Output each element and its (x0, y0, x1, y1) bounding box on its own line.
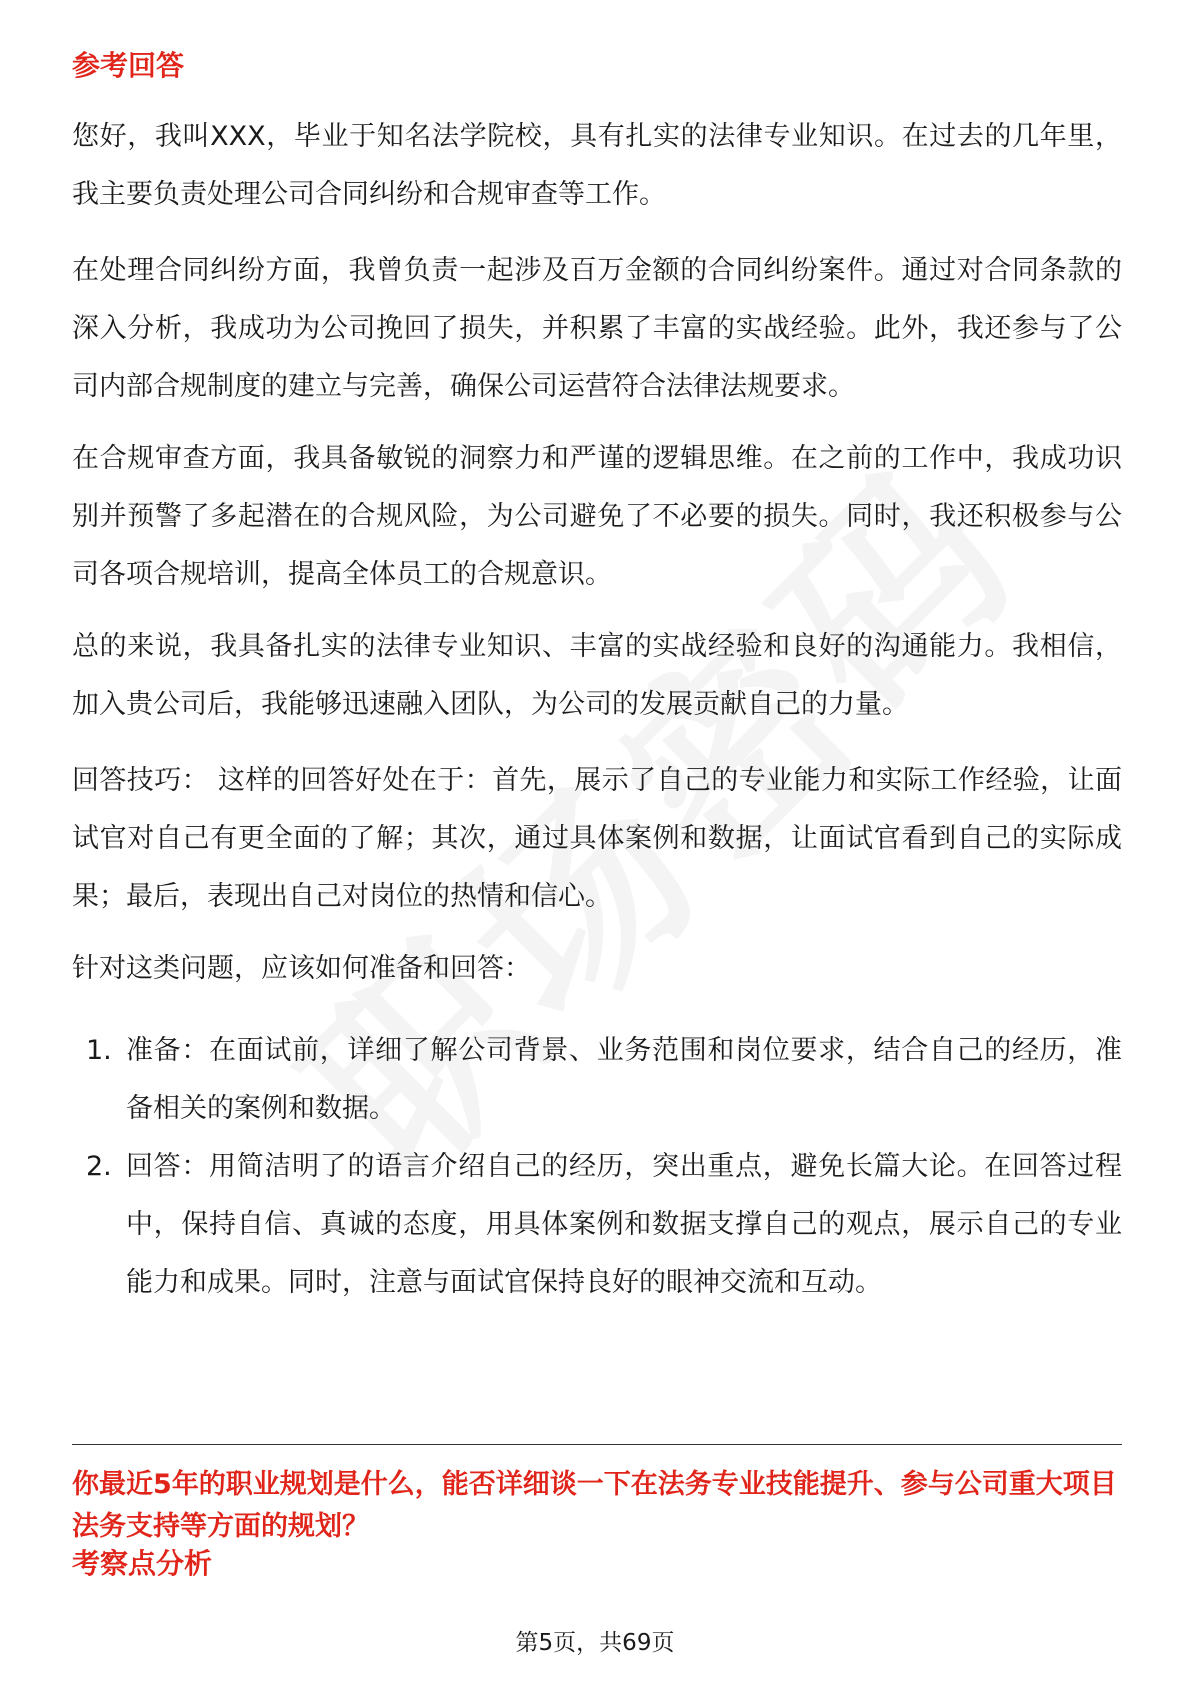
section-heading-analysis: 考察点分析 (72, 1547, 213, 1580)
list-number: 2. (86, 1151, 112, 1182)
list-item (72, 1138, 1122, 1312)
list-item (72, 1022, 1122, 1138)
list-item-text: 准备：在面试前，详细了解公司背景、业务范围和岗位要求，结合自己的经历，准备相关的案例和数据。 (126, 1035, 1122, 1124)
list-item-text: 回答：用简洁明了的语言介绍自己的经历，突出重点，避免长篇大论。在回答过程中，保持自信、真诚的态度，用具体案例和数据支撑自己的观点，展示自己的专业能力和成果。同时，注意与面试官保持良好的眼神交流和互动。 (126, 1151, 1122, 1298)
section-heading-reference-answer: 参考回答 (72, 49, 185, 82)
paragraph-how-to-prepare: 针对这类问题，应该如何准备和回答： (72, 953, 531, 984)
page-number-footer: 第5页，共69页 (515, 1630, 675, 1656)
paragraph-summary: 总的来说，我具备扎实的法律专业知识、丰富的实战经验和良好的沟通能力。我相信，加入贵公司后，我能够迅速融入团队，为公司的发展贡献自己的力量。 (72, 631, 1122, 720)
paragraph-intro: 您好，我叫XXX，毕业于知名法学院校，具有扎实的法律专业知识。在过去的几年里，我主要负责处理公司合同纠纷和合规审查等工作。 (72, 121, 1122, 210)
tips-list (72, 1022, 1122, 1312)
list-number: 1. (86, 1035, 112, 1066)
section-divider (72, 1444, 1122, 1445)
next-question-title: 你最近5年的职业规划是什么，能否详细谈一下在法务专业技能提升、参与公司重大项目法务支持等方面的规划？ (72, 1469, 1117, 1542)
paragraph-compliance-review: 在合规审查方面，我具备敏锐的洞察力和严谨的逻辑思维。在之前的工作中，我成功识别并预警了多起潜在的合规风险，为公司避免了不必要的损失。同时，我还积极参与公司各项合规培训，提高全体员工的合规意识。 (72, 443, 1122, 590)
paragraph-answer-tips: 回答技巧： 这样的回答好处在于：首先，展示了自己的专业能力和实际工作经验，让面试官对自己有更全面的了解；其次，通过具体案例和数据，让面试官看到自己的实际成果；最后，表现出自己对岗位的热情和信心。 (72, 765, 1122, 912)
paragraph-contract-disputes: 在处理合同纠纷方面，我曾负责一起涉及百万金额的合同纠纷案件。通过对合同条款的深入分析，我成功为公司挽回了损失，并积累了丰富的实战经验。此外，我还参与了公司内部合规制度的建立与完善，确保公司运营符合法律法规要求。 (72, 255, 1122, 402)
